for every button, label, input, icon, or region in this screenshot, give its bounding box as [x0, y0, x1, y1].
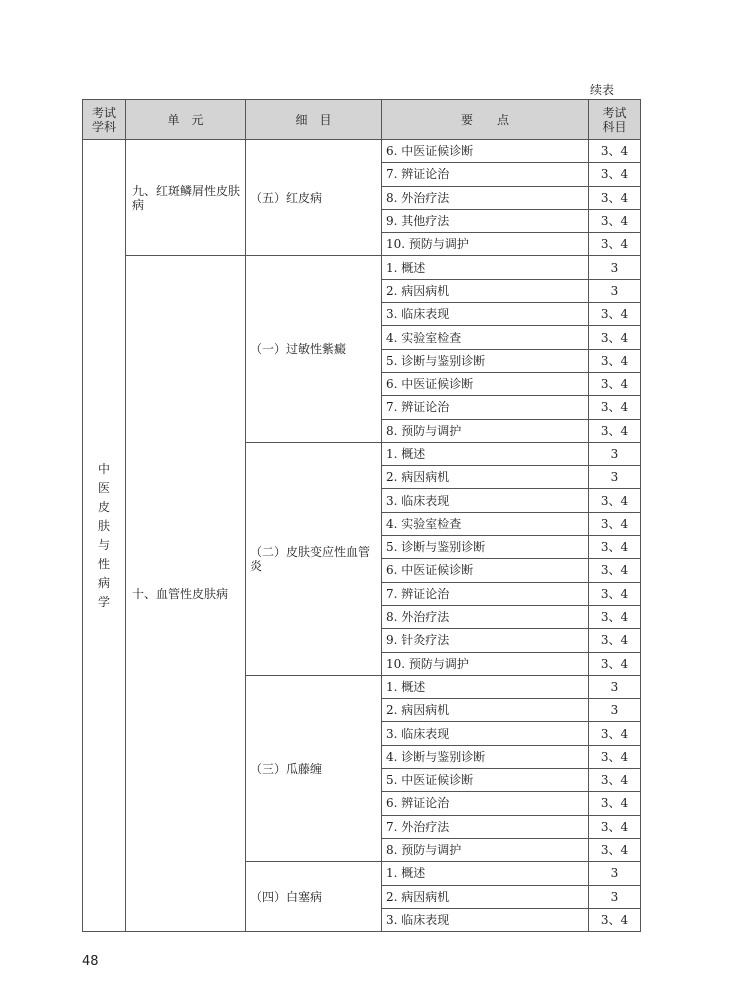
point-cell: 3. 临床表现 — [382, 303, 589, 326]
point-cell: 1. 概述 — [382, 675, 589, 698]
point-cell: 8. 外治疗法 — [382, 186, 589, 209]
point-cell: 3. 临床表现 — [382, 908, 589, 931]
point-cell: 6. 中医证候诊断 — [382, 140, 589, 163]
point-cell: 1. 概述 — [382, 442, 589, 465]
continued-label: 续表 — [590, 83, 615, 97]
point-cell: 6. 辨证论治 — [382, 792, 589, 815]
detail-cell: （三）瓜藤缠 — [246, 675, 382, 861]
point-cell: 2. 病因病机 — [382, 699, 589, 722]
exam-cell: 3、4 — [589, 605, 641, 628]
exam-cell: 3、4 — [589, 303, 641, 326]
exam-cell: 3、4 — [589, 745, 641, 768]
point-cell: 3. 临床表现 — [382, 722, 589, 745]
point-cell: 7. 辨证论治 — [382, 396, 589, 419]
exam-cell: 3、4 — [589, 536, 641, 559]
table-row — [83, 140, 641, 163]
exam-cell: 3、4 — [589, 792, 641, 815]
header-point: 要 点 — [382, 100, 589, 140]
detail-cell: （五）红皮病 — [246, 140, 382, 256]
exam-cell: 3 — [589, 862, 641, 885]
syllabus-table — [82, 99, 641, 932]
point-cell: 9. 其他疗法 — [382, 209, 589, 232]
exam-cell: 3 — [589, 675, 641, 698]
exam-cell: 3、4 — [589, 722, 641, 745]
exam-cell: 3、4 — [589, 349, 641, 372]
exam-cell: 3、4 — [589, 326, 641, 349]
point-cell: 6. 中医证候诊断 — [382, 372, 589, 395]
header-exam: 考试 科目 — [589, 100, 641, 140]
exam-cell: 3、4 — [589, 582, 641, 605]
exam-cell: 3、4 — [589, 629, 641, 652]
unit-cell: 十、血管性皮肤病 — [126, 256, 246, 932]
point-cell: 10. 预防与调护 — [382, 233, 589, 256]
point-cell: 10. 预防与调护 — [382, 652, 589, 675]
exam-cell: 3、4 — [589, 186, 641, 209]
point-cell: 7. 辨证论治 — [382, 582, 589, 605]
exam-cell: 3 — [589, 699, 641, 722]
exam-cell: 3、4 — [589, 838, 641, 861]
unit-cell: 九、红斑鳞屑性皮肤病 — [126, 140, 246, 256]
exam-cell: 3、4 — [589, 233, 641, 256]
point-cell: 9. 针灸疗法 — [382, 629, 589, 652]
point-cell: 4. 实验室检查 — [382, 326, 589, 349]
table-row — [83, 256, 641, 279]
exam-cell: 3、4 — [589, 769, 641, 792]
exam-cell: 3、4 — [589, 815, 641, 838]
subject-cell: 中 医 皮 肤 与 性 病 学 — [83, 140, 126, 932]
table-body — [83, 140, 641, 932]
exam-cell: 3、4 — [589, 512, 641, 535]
point-cell: 1. 概述 — [382, 862, 589, 885]
header-detail: 细 目 — [246, 100, 382, 140]
exam-cell: 3、4 — [589, 908, 641, 931]
detail-cell: （四）白塞病 — [246, 862, 382, 932]
exam-cell: 3、4 — [589, 372, 641, 395]
exam-cell: 3、4 — [589, 209, 641, 232]
point-cell: 4. 诊断与鉴别诊断 — [382, 745, 589, 768]
exam-cell: 3、4 — [589, 419, 641, 442]
page-number: 48 — [82, 954, 99, 969]
point-cell: 1. 概述 — [382, 256, 589, 279]
point-cell: 8. 预防与调护 — [382, 838, 589, 861]
header-unit: 单 元 — [126, 100, 246, 140]
detail-cell: （一）过敏性紫癜 — [246, 256, 382, 442]
exam-cell: 3 — [589, 466, 641, 489]
exam-cell: 3、4 — [589, 163, 641, 186]
point-cell: 2. 病因病机 — [382, 279, 589, 302]
point-cell: 3. 临床表现 — [382, 489, 589, 512]
point-cell: 8. 预防与调护 — [382, 419, 589, 442]
exam-cell: 3、4 — [589, 559, 641, 582]
point-cell: 2. 病因病机 — [382, 885, 589, 908]
point-cell: 6. 中医证候诊断 — [382, 559, 589, 582]
exam-cell: 3 — [589, 885, 641, 908]
exam-cell: 3、4 — [589, 489, 641, 512]
point-cell: 5. 中医证候诊断 — [382, 769, 589, 792]
point-cell: 7. 辨证论治 — [382, 163, 589, 186]
exam-cell: 3、4 — [589, 396, 641, 419]
point-cell: 5. 诊断与鉴别诊断 — [382, 536, 589, 559]
point-cell: 5. 诊断与鉴别诊断 — [382, 349, 589, 372]
point-cell: 8. 外治疗法 — [382, 605, 589, 628]
exam-cell: 3 — [589, 442, 641, 465]
point-cell: 7. 外治疗法 — [382, 815, 589, 838]
point-cell: 2. 病因病机 — [382, 466, 589, 489]
exam-cell: 3、4 — [589, 140, 641, 163]
exam-cell: 3、4 — [589, 652, 641, 675]
exam-cell: 3 — [589, 256, 641, 279]
point-cell: 4. 实验室检查 — [382, 512, 589, 535]
header-row — [83, 100, 641, 140]
detail-cell: （二）皮肤变应性血管炎 — [246, 442, 382, 675]
exam-cell: 3 — [589, 279, 641, 302]
header-subject: 考试 学科 — [83, 100, 126, 140]
